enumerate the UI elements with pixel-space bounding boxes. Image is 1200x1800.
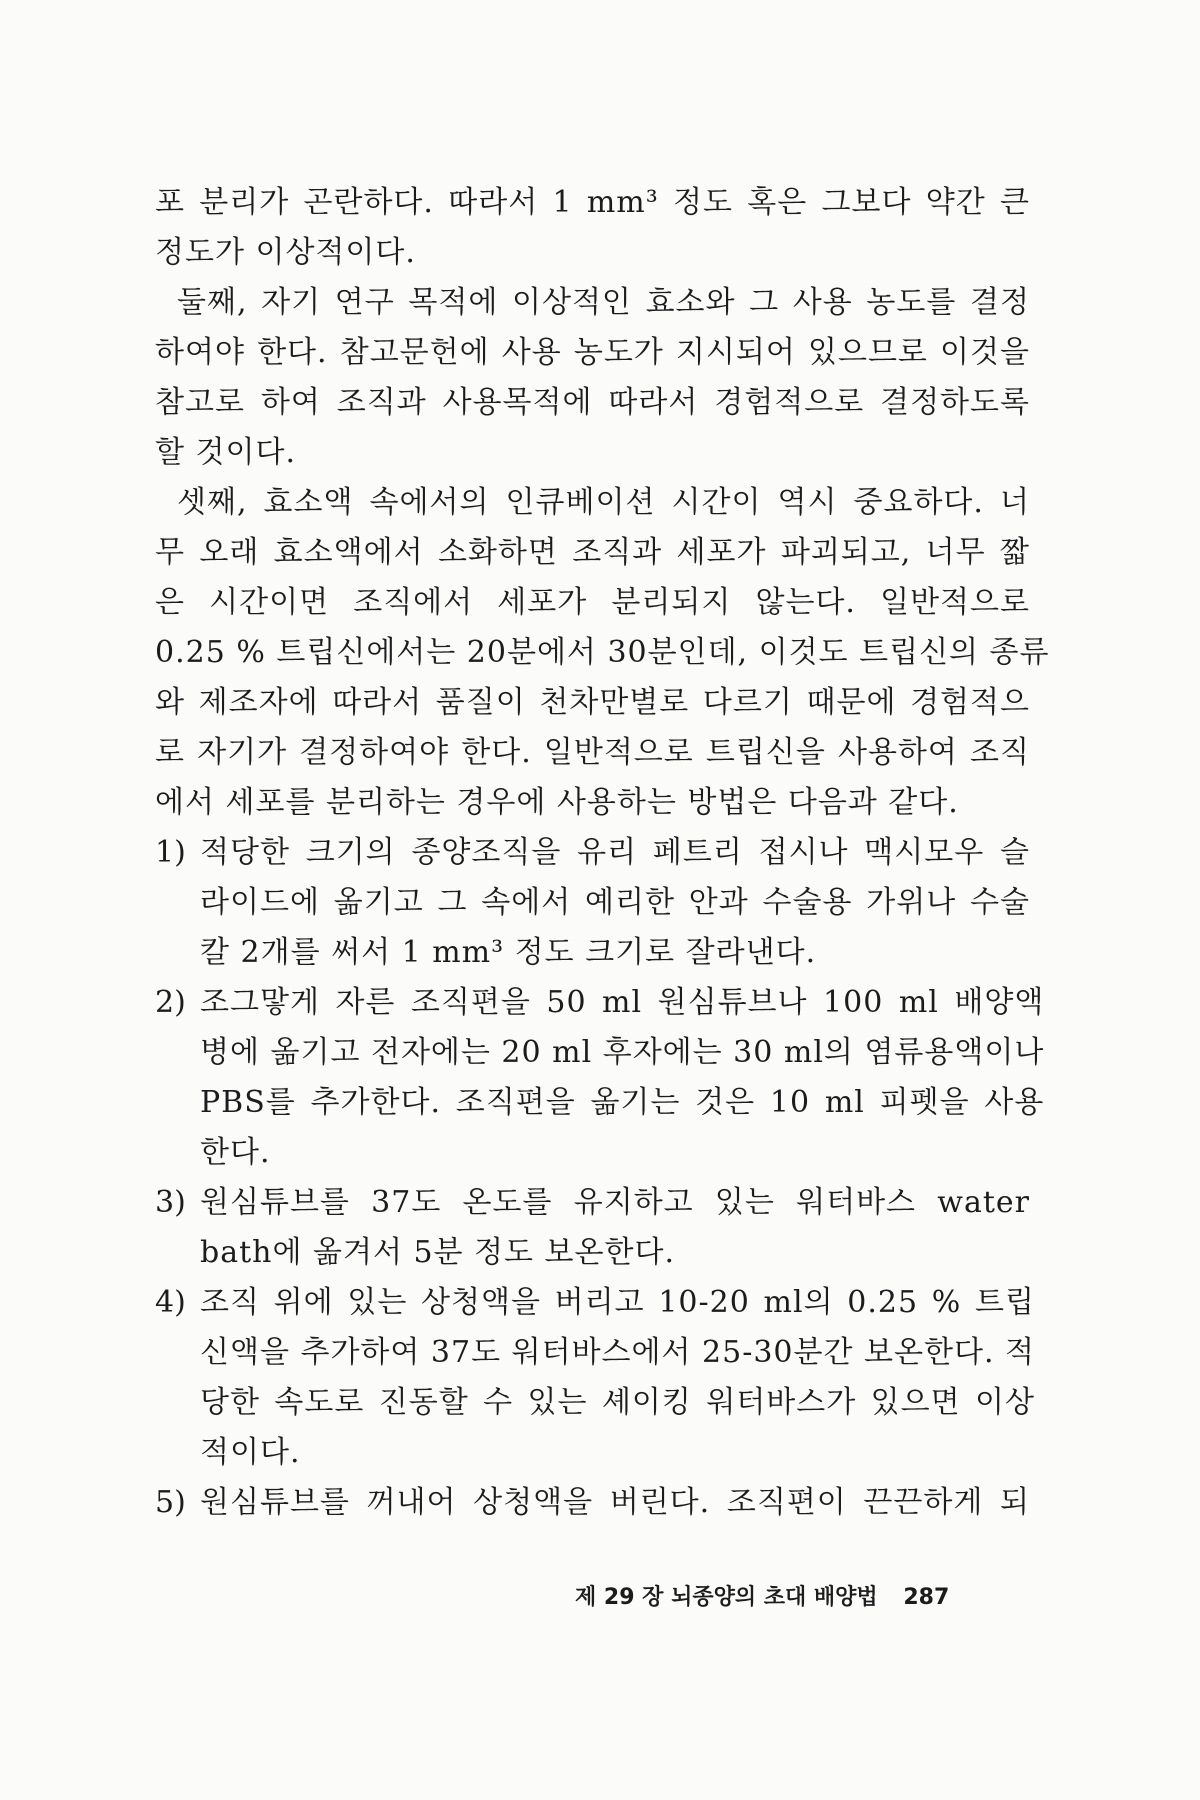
- text-line: 적당한 크기의 종양조직을 유리 페트리 접시나 맥시모우 슬: [200, 835, 1030, 870]
- text-line: 병에 옮기고 전자에는 20 ml 후자에는 30 ml의 염류용액이나: [200, 1035, 1045, 1070]
- text-line: 무 오래 효소액에서 소화하면 조직과 세포가 파괴되고, 너무 짧: [155, 535, 1030, 570]
- text-line: 한다.: [200, 1135, 271, 1170]
- step-item: [155, 978, 1045, 1178]
- text-line: 0.25 % 트립신에서는 20분에서 30분인데, 이것도 트립신의 종류: [155, 635, 1050, 670]
- step-number: 3): [155, 1185, 186, 1220]
- text-line: bath에 옮겨서 5분 정도 보온한다.: [200, 1235, 676, 1270]
- running-chapter-title: 제 29 장 뇌종양의 초대 배양법: [575, 1585, 878, 1610]
- text-line: 조직 위에 있는 상청액을 버리고 10-20 ml의 0.25 % 트립: [200, 1285, 1035, 1320]
- page-footer: [575, 1580, 949, 1611]
- step-item: [155, 1478, 1030, 1528]
- step-item: [155, 1178, 1030, 1278]
- paragraph: [155, 278, 1030, 478]
- text-line: 적이다.: [200, 1435, 301, 1470]
- step-number: 4): [155, 1285, 186, 1320]
- text-line: 할 것이다.: [155, 435, 296, 470]
- text-line: 신액을 추가하여 37도 워터바스에서 25-30분간 보온한다. 적: [200, 1335, 1035, 1370]
- text-line: 에서 세포를 분리하는 경우에 사용하는 방법은 다음과 같다.: [155, 785, 959, 820]
- paragraph: [155, 178, 1030, 278]
- text-line: 둘째, 자기 연구 목적에 이상적인 효소와 그 사용 농도를 결정: [177, 285, 1030, 320]
- text-line: 로 자기가 결정하여야 한다. 일반적으로 트립신을 사용하여 조직: [155, 735, 1030, 770]
- text-line: 포 분리가 곤란하다. 따라서 1 mm³ 정도 혹은 그보다 약간 큰: [155, 185, 1030, 220]
- step-number: 1): [155, 835, 186, 870]
- step-text: [200, 1278, 1035, 1478]
- text-line: 조그맣게 자른 조직편을 50 ml 원심튜브나 100 ml 배양액: [200, 985, 1045, 1020]
- text-line: 셋째, 효소액 속에서의 인큐베이션 시간이 역시 중요하다. 너: [177, 485, 1030, 520]
- text-line: 당한 속도로 진동할 수 있는 셰이킹 워터바스가 있으면 이상: [200, 1385, 1035, 1420]
- step-item: [155, 828, 1030, 978]
- step-text: [200, 1178, 1030, 1278]
- step-number: 5): [155, 1485, 186, 1520]
- text-line: 칼 2개를 써서 1 mm³ 정도 크기로 잘라낸다.: [200, 935, 817, 970]
- page-body: [155, 178, 1050, 1528]
- step-text: [200, 978, 1044, 1178]
- step-item: [155, 1278, 1035, 1478]
- step-number: 2): [155, 985, 186, 1020]
- text-line: 은 시간이면 조직에서 세포가 분리되지 않는다. 일반적으로: [155, 585, 1030, 620]
- step-text: [200, 1478, 1030, 1528]
- text-line: 원심튜브를 꺼내어 상청액을 버린다. 조직편이 끈끈하게 되: [200, 1485, 1030, 1520]
- step-text: [200, 828, 1030, 978]
- text-line: 와 제조자에 따라서 품질이 천차만별로 다르기 때문에 경험적으: [155, 685, 1030, 720]
- text-line: 원심튜브를 37도 온도를 유지하고 있는 워터바스 water: [200, 1185, 1030, 1220]
- text-line: 정도가 이상적이다.: [155, 235, 416, 270]
- text-line: 참고로 하여 조직과 사용목적에 따라서 경험적으로 결정하도록: [155, 385, 1030, 420]
- text-line: 라이드에 옮기고 그 속에서 예리한 안과 수술용 가위나 수술: [200, 885, 1030, 920]
- text-line: 하여야 한다. 참고문헌에 사용 농도가 지시되어 있으므로 이것을: [155, 335, 1030, 370]
- paragraph: [155, 478, 1050, 828]
- text-line: PBS를 추가한다. 조직편을 옮기는 것은 10 ml 피펫을 사용: [200, 1085, 1045, 1120]
- page-number: 287: [903, 1585, 950, 1610]
